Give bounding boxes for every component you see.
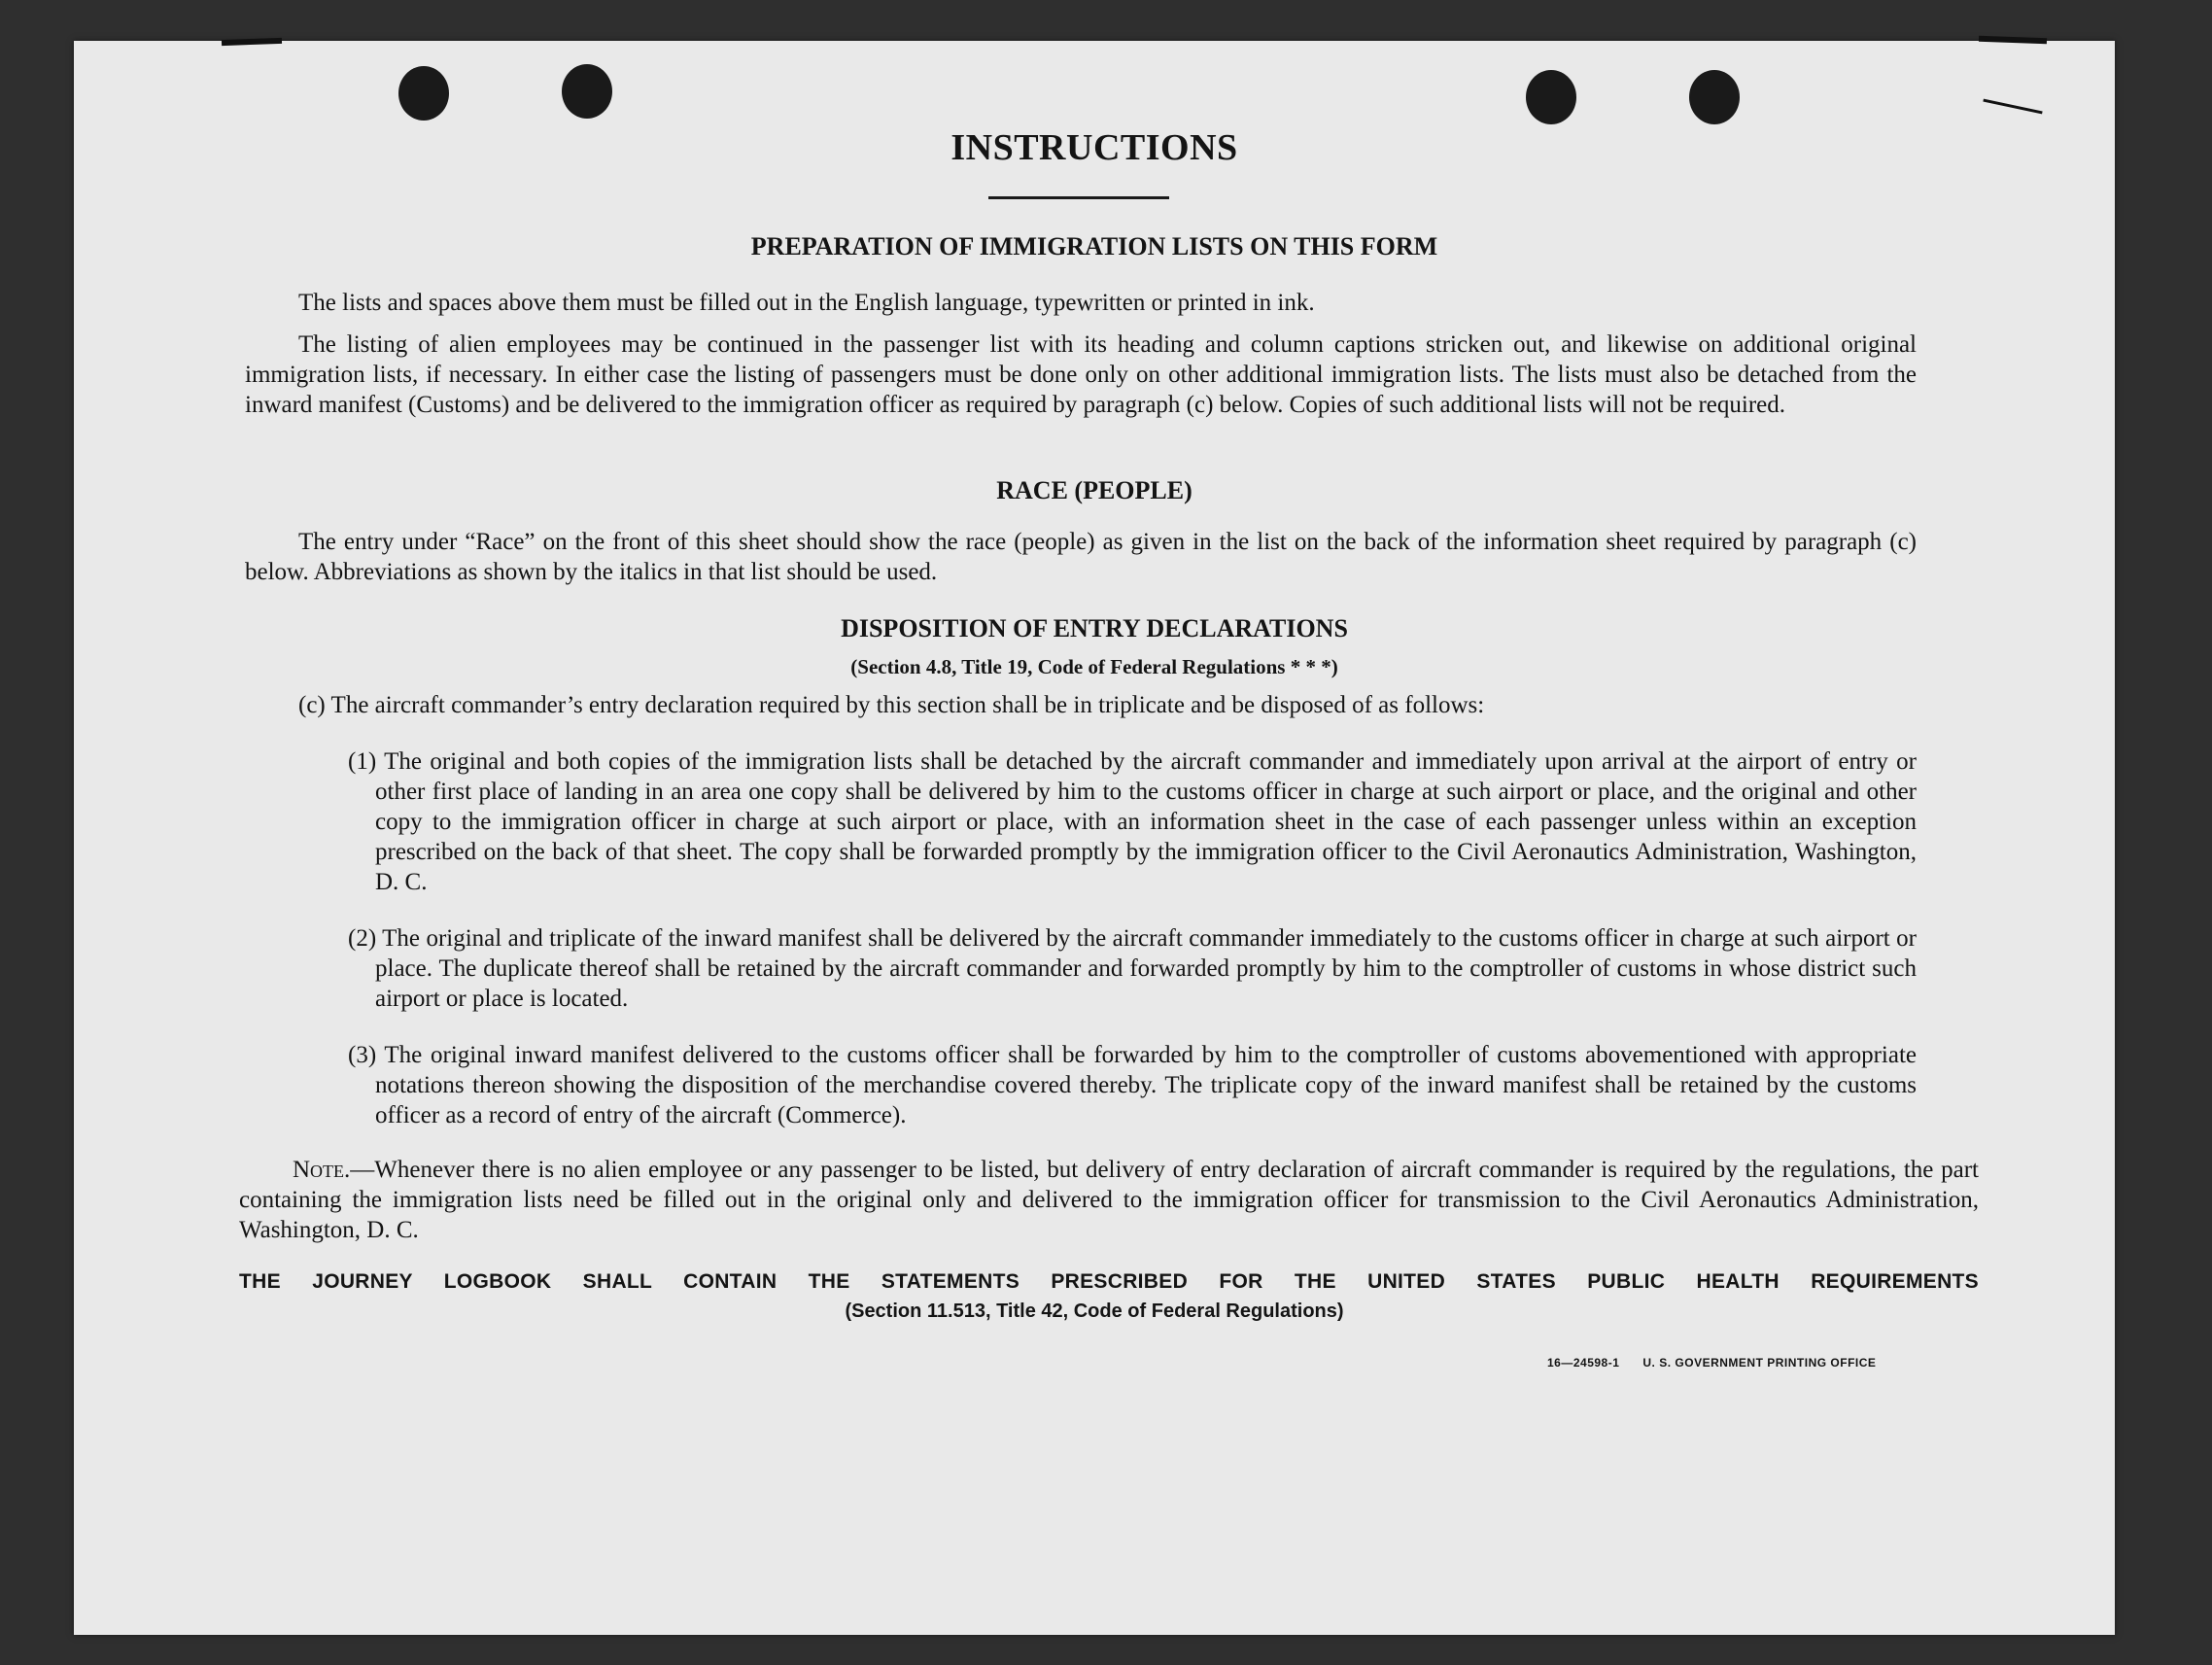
page-title: INSTRUCTIONS (950, 127, 1238, 168)
punch-hole-icon (1689, 70, 1740, 124)
printer-name: U. S. GOVERNMENT PRINTING OFFICE (1642, 1356, 1877, 1370)
form-number: 16—24598-1 (1547, 1356, 1620, 1370)
subheading-disposition: (Section 4.8, Title 19, Code of Federal Regulations * * *) (850, 655, 1338, 678)
paragraph-alien-employees: The listing of alien employees may be continued in the passenger list with its heading and column captions stricken out, and likewise on additional original immigration lists, if necessary. In either case the listing of passengers must be done only on other additional immigration lists. The lists must also be detached from the inward manifest (Customs) and be delivered to the immigration officer as required by paragraph (c) below. Copies of such additional lists will not be required. (245, 331, 1917, 418)
list-item: (3) The original inward manifest delivered to the customs officer shall be forwarded by him to the comptroller of customs abovementioned with appropriate notations thereon showing the disposition of the merchandise covered thereby. The triplicate copy of the inward manifest shall be retained by the customs officer as a record of entry of the aircraft (Commerce). (348, 1042, 1917, 1128)
paragraph-race: The entry under “Race” on the front of this sheet should show the race (people) as given in the list on the back of the information sheet required by paragraph (c) below. Abbreviations as shown by the italics in that list should be used. (245, 529, 1917, 585)
logbook-statement: THE JOURNEY LOGBOOK SHALL CONTAIN THE STATEMENTS PRESCRIBED FOR THE UNITED STATES PUBLIC HEALTH REQUIREMENTS (239, 1270, 1979, 1293)
document-page (74, 41, 2115, 1635)
note-text: —Whenever there is no alien employee or any passenger to be listed, but delivery of entry declaration of aircraft commander is required by the regulations, the part containing the immigration lists need be filled out in the original only and delivered to the immigration officer for transmission to the Civil Aeronautics Administration, Washington, D. C. (239, 1157, 1979, 1243)
note-paragraph (239, 1155, 1979, 1245)
list-item: (2) The original and triplicate of the inward manifest shall be delivered by the aircraft commander immediately to the customs officer in charge at such airport or place. The duplicate thereof shall be retained by the aircraft commander and forwarded promptly by him to the comptroller of customs in whose district such airport or place is located. (348, 925, 1917, 1012)
title-divider (988, 196, 1169, 199)
note-label: Note. (293, 1157, 351, 1183)
printer-imprint (1547, 1356, 1899, 1370)
edge-mark (1979, 36, 2047, 44)
list-item: (1) The original and both copies of the immigration lists shall be detached by the aircraft commander and immediately upon arrival at the airport of entry or other first place of landing in an area one copy shall be delivered by him to the customs officer in charge at such airport or place, and the original and other copy to the immigration officer in charge at such airport or place, with an information sheet in the case of each passenger unless within an exception prescribed on the back of that sheet. The copy shall be forwarded promptly by the immigration officer to the Civil Aeronautics Administration, Washington, D. C. (348, 748, 1917, 895)
heading-race: RACE (PEOPLE) (996, 476, 1192, 504)
punch-hole-icon (562, 64, 612, 119)
edge-mark (222, 38, 282, 46)
punch-hole-icon (398, 66, 449, 121)
paragraph-language: The lists and spaces above them must be filled out in the English language, typewritten or printed in ink. (298, 290, 1315, 316)
heading-preparation: PREPARATION OF IMMIGRATION LISTS ON THIS FORM (750, 232, 1438, 260)
paragraph-disposition-intro: (c) The aircraft commander’s entry declaration required by this section shall be in triplicate and be disposed of as follows: (298, 692, 1485, 718)
punch-hole-icon (1526, 70, 1576, 124)
logbook-citation: (Section 11.513, Title 42, Code of Federal Regulations) (845, 1301, 1344, 1322)
heading-disposition: DISPOSITION OF ENTRY DECLARATIONS (841, 614, 1348, 642)
